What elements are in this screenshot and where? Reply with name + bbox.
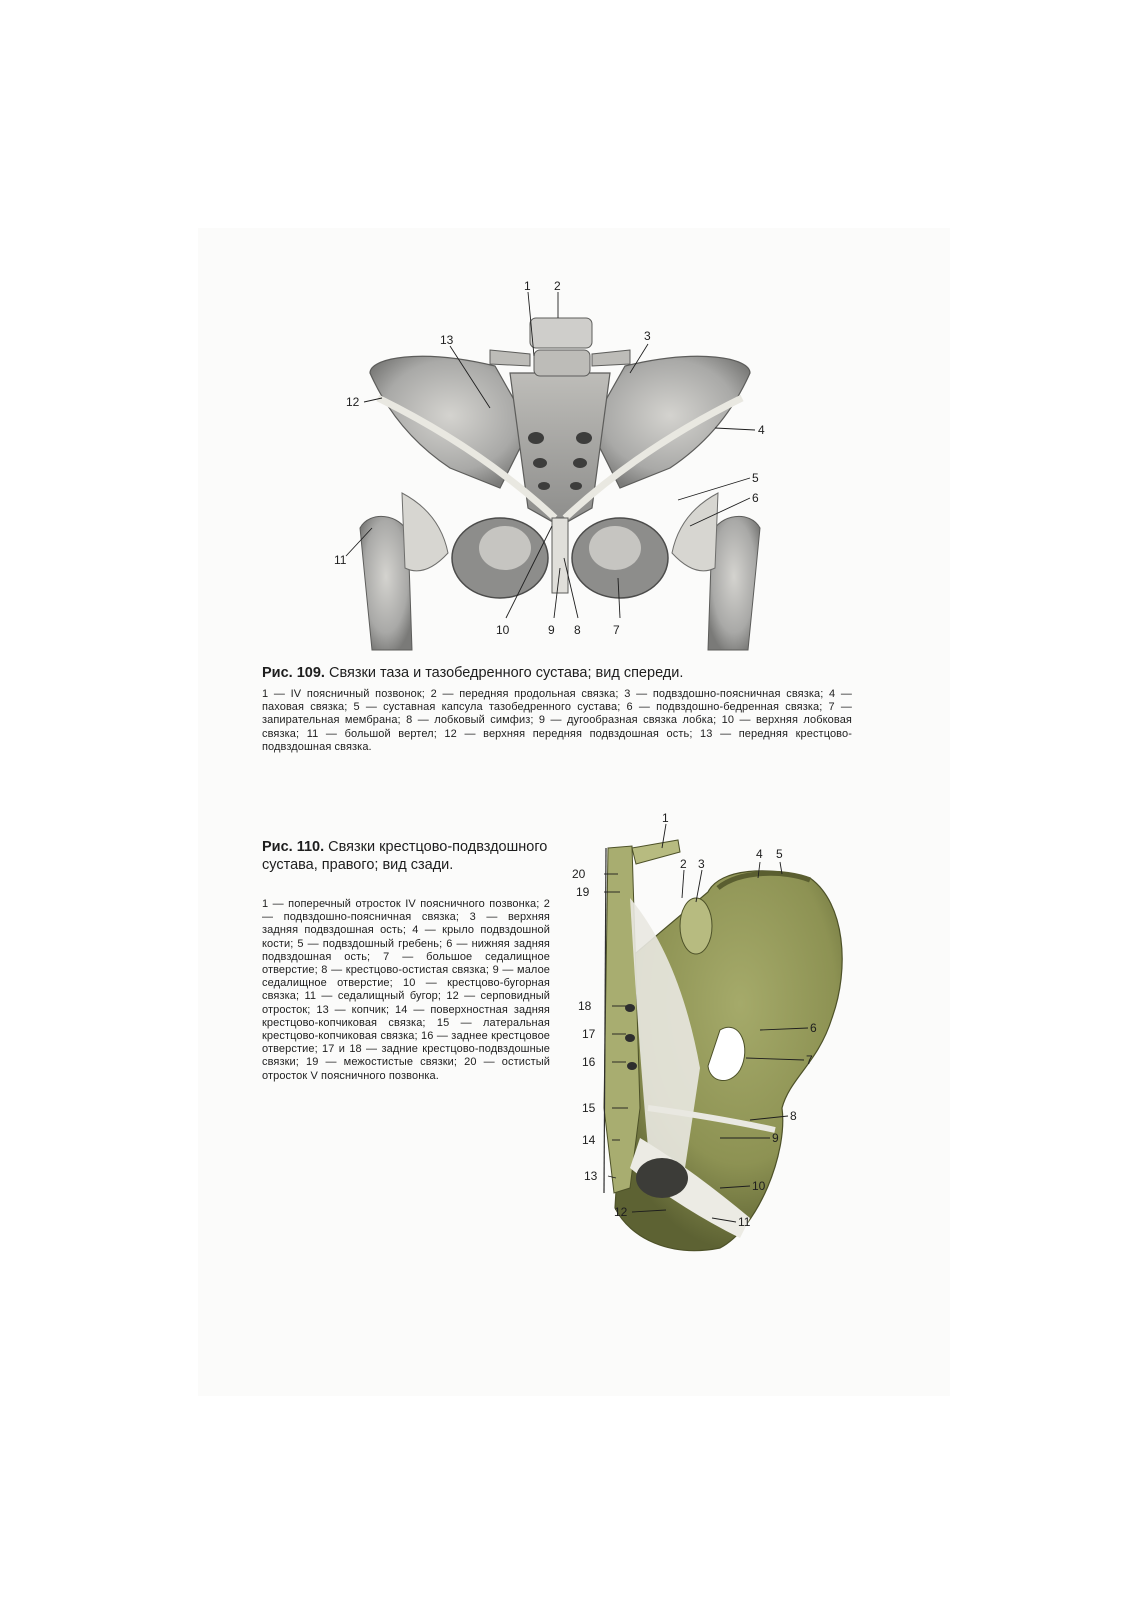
callout-label: 3 [644,329,651,343]
callout-label: 17 [582,1027,596,1041]
lesser-sciatic-foramen [636,1158,688,1198]
sacral-foramen [528,432,544,444]
callout-label: 14 [582,1133,596,1147]
figure-110-number: Рис. 110. [262,839,325,855]
callout-label: 9 [772,1131,779,1145]
sacral-foramen [576,432,592,444]
figure-109-caption-title [262,664,862,682]
posterior-sacral-foramen [625,1004,635,1012]
pubic-symphysis [552,518,568,593]
figure-110-legend-text: 1 — поперечный отросток IV поясничного позвонка; 2 — подвздошно-поясничная связка; 3 — верхняя задняя подвздошная ость; 4 — крыло подвздошной кости; 5 — подвздошный гребень; 6 — нижняя задняя подвздошная ость; 7 — большое седалищное отверстие; 8 — крестцово-остистая связка; 9 — малое седалищное отверстие; 10 — крестцово-бугорная связка; 11 — седалищный бугор; 12 — серповидный отросток; 13 — копчик; 14 — поверхностная задняя крестцово-копчиковая связка; 15 — латеральная крестцово-копчиковая связка; 16 — заднее крестцовое отверстие; 17 и 18 — задние крестцово-подвздошные связки; 19 — межостистые связки; 20 — остистый отросток V поясничного позвонка. [262,898,550,1082]
callout-label: 7 [613,623,620,637]
obturator-membrane-left [479,526,531,570]
obturator-membrane-right [589,526,641,570]
callout-label: 4 [758,423,765,437]
transverse-process [632,840,680,864]
callout-label: 3 [698,857,705,871]
callout-label: 20 [572,867,586,881]
transverse-process [592,350,630,366]
figure-109-number: Рис. 109. [262,665,325,681]
callout-label: 4 [756,847,763,861]
callout-label: 13 [584,1169,598,1183]
callout-label: 6 [752,491,759,505]
sacral-foramen [570,482,582,490]
hip-capsule-right [672,493,718,571]
callout-label: 11 [334,553,347,567]
callout-label: 15 [582,1101,596,1115]
pelvis-front-view [330,278,790,650]
figure-109-title: Связки таза и тазобедренного сустава; вид спереди. [328,665,684,681]
callout-label: 10 [496,623,510,637]
callout-label: 18 [578,999,592,1013]
lumbar-vertebra-body [530,318,592,348]
callout-label: 16 [582,1055,596,1069]
figure-110-title: Связки крестцово-подвздошного сустава, правого; вид сзади. [262,839,548,873]
callout-label: 2 [554,279,561,293]
figure-109-legend [262,688,852,754]
callout-label: 13 [440,333,454,347]
callout-label: 2 [680,857,687,871]
sacroiliac-posterior-view [570,808,840,1256]
callout-label: 8 [790,1109,797,1123]
lumbar-vertebra-body [534,350,590,376]
sacrum-column [604,846,640,1193]
callout-label: 7 [806,1053,813,1067]
callout-label: 11 [738,1215,751,1229]
figure-110-illustration [570,808,840,1256]
figure-109-illustration [330,278,790,650]
sacral-foramen [533,458,547,468]
figure-109-legend-text: 1 — IV поясничный позвонок; 2 — передняя продольная связка; 3 — подвздошно-поясничная связка; 4 — паховая связка; 5 — суставная капсула тазобедренного сустава; 6 — подвздошно-бедренная связка; 7 — запирательная мембрана; 8 — лобковый симфиз; 9 — дугообразная связка лобка; 10 — верхняя лобковая связка; 11 — большой вертел; 12 — верхняя передняя подвздошная ость; 13 — передняя крестцово-подвздошная связка. [262,688,852,753]
callout-label: 12 [346,395,360,409]
callout-label: 5 [752,471,759,485]
callout-label: 10 [752,1179,766,1193]
right-iliac-wing [590,356,750,488]
callout-label: 6 [810,1021,817,1035]
callout-label: 19 [576,885,590,899]
hip-capsule-left [402,493,448,571]
posterior-sacral-foramen [625,1034,635,1042]
callout-label: 1 [524,279,531,293]
figure-110-legend [262,898,550,1083]
sacral-foramen [538,482,550,490]
callout-label: 9 [548,623,555,637]
posterior-sacral-foramen [627,1062,637,1070]
figure-110-caption-title [262,838,552,874]
callout-label: 1 [662,811,669,825]
sacrum [510,373,610,526]
posterior-superior-iliac-spine [680,898,712,954]
sacral-foramen [573,458,587,468]
callout-label: 12 [614,1205,628,1219]
callout-label: 5 [776,847,783,861]
left-iliac-wing [370,356,530,488]
callout-label: 8 [574,623,581,637]
transverse-process [490,350,530,366]
